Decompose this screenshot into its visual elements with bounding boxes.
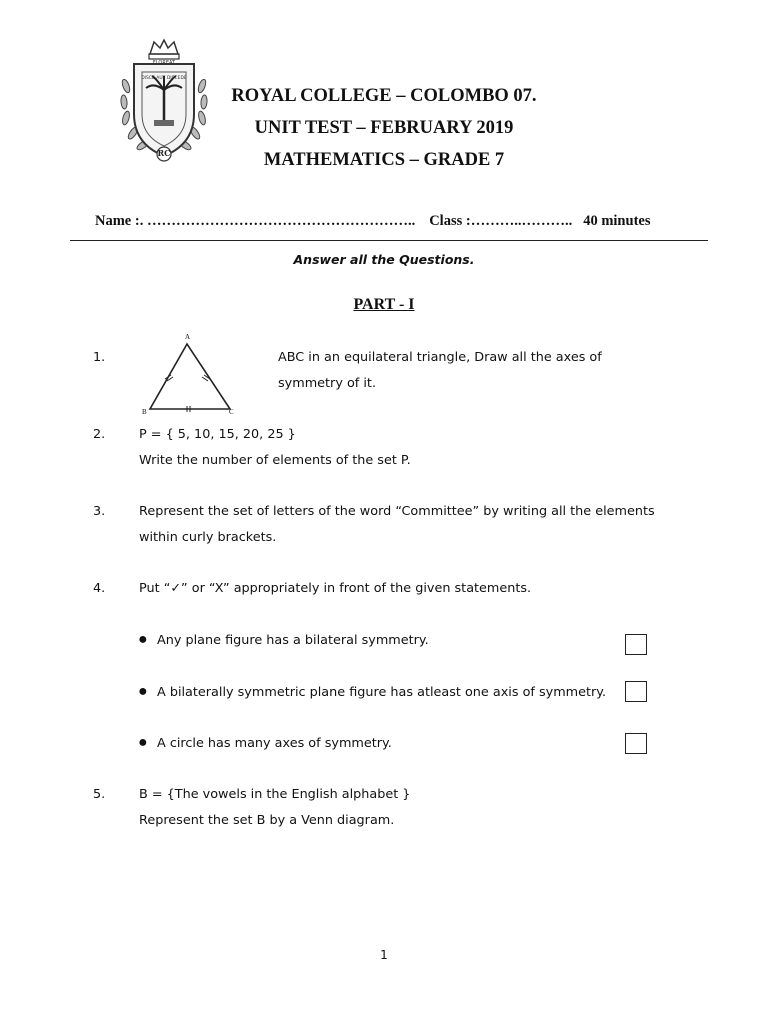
name-label: Name :. [95,213,144,229]
header-divider [70,240,708,241]
vertex-b-label: B [142,408,147,416]
college-crest-logo [116,36,212,166]
crest-motto-ring: DISCE AUT DISCEDE [141,76,187,81]
question-3-number: 3. [93,504,106,519]
vertex-a-label: A [185,333,191,341]
statement-2-answer-box[interactable] [625,681,647,702]
class-label: Class : [429,213,471,229]
question-5-line-1: B = {The vowels in the English alphabet } [139,787,411,802]
question-2-line-1: P = { 5, 10, 15, 20, 25 } [139,427,296,442]
bullet-icon: ● [138,683,148,700]
question-1-number: 1. [93,350,106,365]
class-fill-line[interactable]: ………..……….. [470,213,573,229]
statement-1-text: Any plane figure has a bilateral symmetry. [157,633,429,648]
question-1-line-2: symmetry of it. [278,376,377,391]
question-2-number: 2. [93,427,106,442]
statement-3-answer-box[interactable] [625,733,647,754]
subject-title: MATHEMATICS – GRADE 7 [263,150,505,170]
crest-motto-top: FLOREAT [152,60,176,66]
statement-3-text: A circle has many axes of symmetry. [157,736,392,751]
page-number: 1 [380,948,388,962]
question-5-number: 5. [93,787,106,802]
crest-monogram: RC [157,148,171,158]
vertex-c-label: C [229,408,234,416]
part-title: PART - I [353,296,415,313]
name-fill-line[interactable]: ……………………………………………….. [143,213,416,229]
duration-text: 40 minutes [583,213,651,229]
info-row [95,213,650,230]
question-3-line-1: Represent the set of letters of the word “Committee” by writing all the elements [139,504,655,519]
statement-2-text: A bilaterally symmetric plane figure has atleast one axis of symmetry. [157,685,607,700]
statement-1-answer-box[interactable] [625,634,647,655]
test-title: UNIT TEST – FEBRUARY 2019 [254,118,514,138]
instruction-text: Answer all the Questions. [293,252,475,267]
question-4-line-1: Put “✓” or “X” appropriately in front of the given statements. [139,581,532,596]
question-2-line-2: Write the number of elements of the set P. [139,453,411,468]
equilateral-triangle-figure [138,335,238,417]
question-3-line-2: within curly brackets. [139,530,277,545]
question-5-line-2: Represent the set B by a Venn diagram. [139,813,395,828]
question-4-number: 4. [93,581,106,596]
school-title: ROYAL COLLEGE – COLOMBO 07. [231,86,537,106]
bullet-icon: ● [138,734,148,751]
question-1-line-1: ABC in an equilateral triangle, Draw all the axes of [278,350,602,365]
bullet-icon: ● [138,631,148,648]
